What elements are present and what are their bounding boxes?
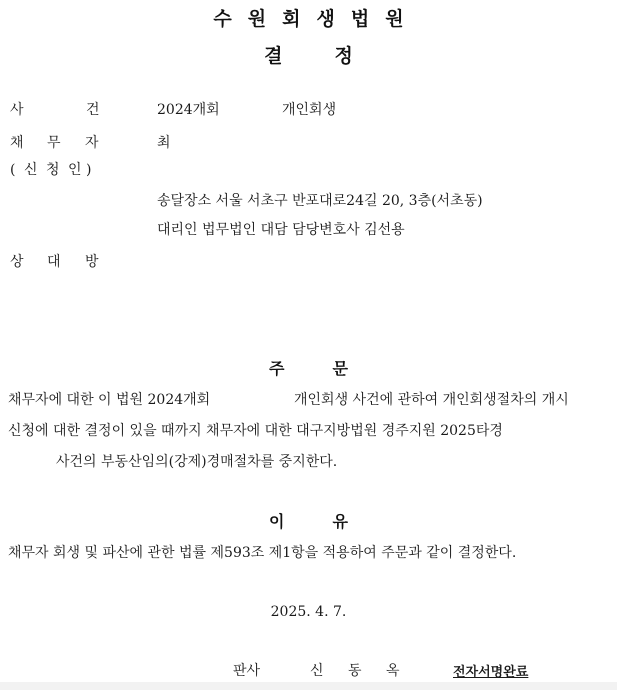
decision-date: 2025. 4. 7. <box>270 604 347 620</box>
debtor-label <box>10 132 99 152</box>
court-name <box>0 4 617 31</box>
order-line-3: 사건의 부동산임의(강제)경매절차를 중지한다. <box>56 454 338 470</box>
reason-heading-char: 유 <box>332 512 348 531</box>
page-bottom-edge <box>0 682 617 690</box>
judge-name-char: 옥 <box>386 663 400 679</box>
case-number: 2024개회 <box>157 102 220 118</box>
opponent-label-char: 대 <box>47 254 61 270</box>
court-name-char: 원 <box>247 8 267 30</box>
order-heading-char: 문 <box>332 359 348 378</box>
applicant-label-char: ( <box>10 162 16 178</box>
judge-name-char: 동 <box>348 663 362 679</box>
electronic-signature: 전자서명완료 <box>453 665 529 680</box>
debtor-label-char: 무 <box>47 135 61 151</box>
applicant-label-char: 신 <box>24 162 38 178</box>
court-name-char: 회 <box>282 8 301 30</box>
court-name-char: 생 <box>316 8 335 30</box>
court-name-char: 원 <box>385 8 404 30</box>
reason-text: 채무자 회생 및 파산에 관한 법률 제593조 제1항을 적용하여 주문과 같이 결정한다. <box>8 545 517 561</box>
opponent-label-char: 상 <box>10 254 24 270</box>
order-line-2: 신청에 대한 결정이 있을 때까지 채무자에 대한 대구지방법원 경주지원 2025타경 <box>8 423 503 439</box>
order-heading-char: 주 <box>269 359 285 378</box>
court-name-char: 법 <box>350 8 370 30</box>
service-address: 송달장소 서울 서초구 반포대로24길 20, 3층(서초동) <box>157 193 483 209</box>
debtor-name: 최 <box>157 135 171 151</box>
order-line-1a: 채무자에 대한 이 법원 2024개회 <box>8 392 211 408</box>
case-label <box>10 99 100 119</box>
judge-name <box>310 660 400 680</box>
case-name: 개인회생 <box>282 102 337 118</box>
opponent-label <box>10 251 99 271</box>
applicant-label-char: 청 <box>46 162 60 178</box>
debtor-label-char: 채 <box>10 135 24 151</box>
order-heading <box>0 356 617 379</box>
case-label-char: 사 <box>10 102 24 118</box>
case-label-char: 건 <box>86 102 100 118</box>
reason-heading <box>0 509 617 532</box>
applicant-label-char: ) <box>86 162 92 178</box>
document-title <box>0 41 617 68</box>
debtor-label-char: 자 <box>85 135 99 151</box>
judge-name-char: 신 <box>310 663 324 679</box>
legal-agent: 대리인 법무법인 대담 담당변호사 김선용 <box>157 222 405 238</box>
opponent-label-char: 방 <box>85 254 99 270</box>
applicant-label-char: 인 <box>68 162 82 178</box>
reason-heading-char: 이 <box>269 512 285 531</box>
court-name-char: 수 <box>213 8 232 30</box>
applicant-label <box>10 159 91 179</box>
document-title-char: 결 <box>264 45 283 67</box>
order-line-1b: 개인회생 사건에 관하여 개인회생절차의 개시 <box>294 392 569 408</box>
document-title-char: 정 <box>334 45 353 67</box>
judge-label: 판사 <box>233 663 261 679</box>
